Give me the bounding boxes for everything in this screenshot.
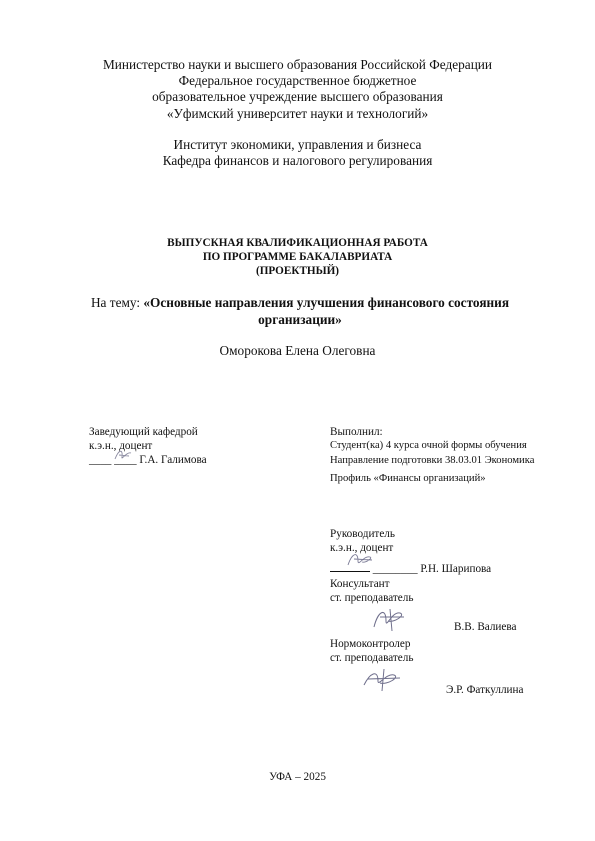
author-name: Оморокова Елена Олеговна <box>219 343 376 358</box>
head-signature-line <box>89 453 207 467</box>
supervisor-signature-line <box>330 561 491 576</box>
topic-line-2 <box>80 312 520 329</box>
title-line-2: ПО ПРОГРАММЕ БАКАЛАВРИАТА <box>202 250 393 263</box>
supervisor-signature-text: ________ Р.Н. Шарипова <box>372 563 492 576</box>
performer-label: Выполнил: <box>330 426 383 438</box>
supervisor-degree: к.э.н., доцент <box>330 542 394 555</box>
performer-direction: Направление подготовки 38.03.01 Экономика <box>330 455 535 466</box>
work-title <box>0 237 595 278</box>
consultant-signature-icon <box>370 605 410 633</box>
institute-name: Институт экономики, управления и бизнеса <box>173 137 422 152</box>
supervisor-block <box>330 527 524 697</box>
head-role: Заведующий кафедрой <box>89 426 198 438</box>
topic-prefix: На тему: <box>90 295 144 310</box>
topic-line-1 <box>80 295 520 312</box>
performer-student: Студент(ка) 4 курса очной формы обучения <box>330 440 527 452</box>
title-line-1: ВЫПУСКНАЯ КВАЛИФИКАЦИОННАЯ РАБОТА <box>167 237 428 249</box>
header-line-1: Министерство науки и высшего образования Российской Федерации <box>102 57 493 72</box>
consultant-title: ст. преподаватель <box>330 591 414 604</box>
header-line-4: «Уфимский университет науки и технологий» <box>166 105 429 121</box>
head-signature-icon <box>113 447 135 463</box>
department-name: Кафедра финансов и налогового регулирования <box>162 153 433 169</box>
consultant-name: В.В. Валиева <box>454 621 517 634</box>
performer-profile: Профиль «Финансы организаций» <box>330 472 486 484</box>
head-of-department-block <box>89 425 207 468</box>
normcontroller-title: ст. преподаватель <box>330 652 414 665</box>
consultant-signature-row <box>330 605 517 637</box>
topic-title-part-2: организации» <box>258 311 342 327</box>
normcontroller-signature-row <box>330 665 524 697</box>
supervisor-role: Руководитель <box>330 528 395 540</box>
topic-title-part-1: «Основные направления улучшения финансового состояния <box>143 295 510 310</box>
consultant-role: Консультант <box>330 577 390 590</box>
topic <box>80 295 520 328</box>
institute-block <box>0 137 595 169</box>
normcontroller-name: Э.Р. Фаткуллина <box>446 684 524 697</box>
ministry-header <box>0 57 595 122</box>
header-line-3: образовательное учреждение высшего образования <box>152 89 443 105</box>
city-year: УФА – 2025 <box>269 771 326 783</box>
head-signature-text: ____ ____ Г.А. Галимова <box>89 454 207 467</box>
normcontroller-role: Нормоконтролер <box>330 638 411 651</box>
head-degree: к.э.н., доцент <box>89 440 153 453</box>
normcontroller-signature-icon <box>360 665 404 693</box>
header-line-2: Федеральное государственное бюджетное <box>178 73 417 89</box>
performer-block <box>330 425 534 487</box>
title-line-3: (ПРОЕКТНЫЙ) <box>255 264 340 277</box>
supervisor-signature-icon <box>346 549 376 571</box>
